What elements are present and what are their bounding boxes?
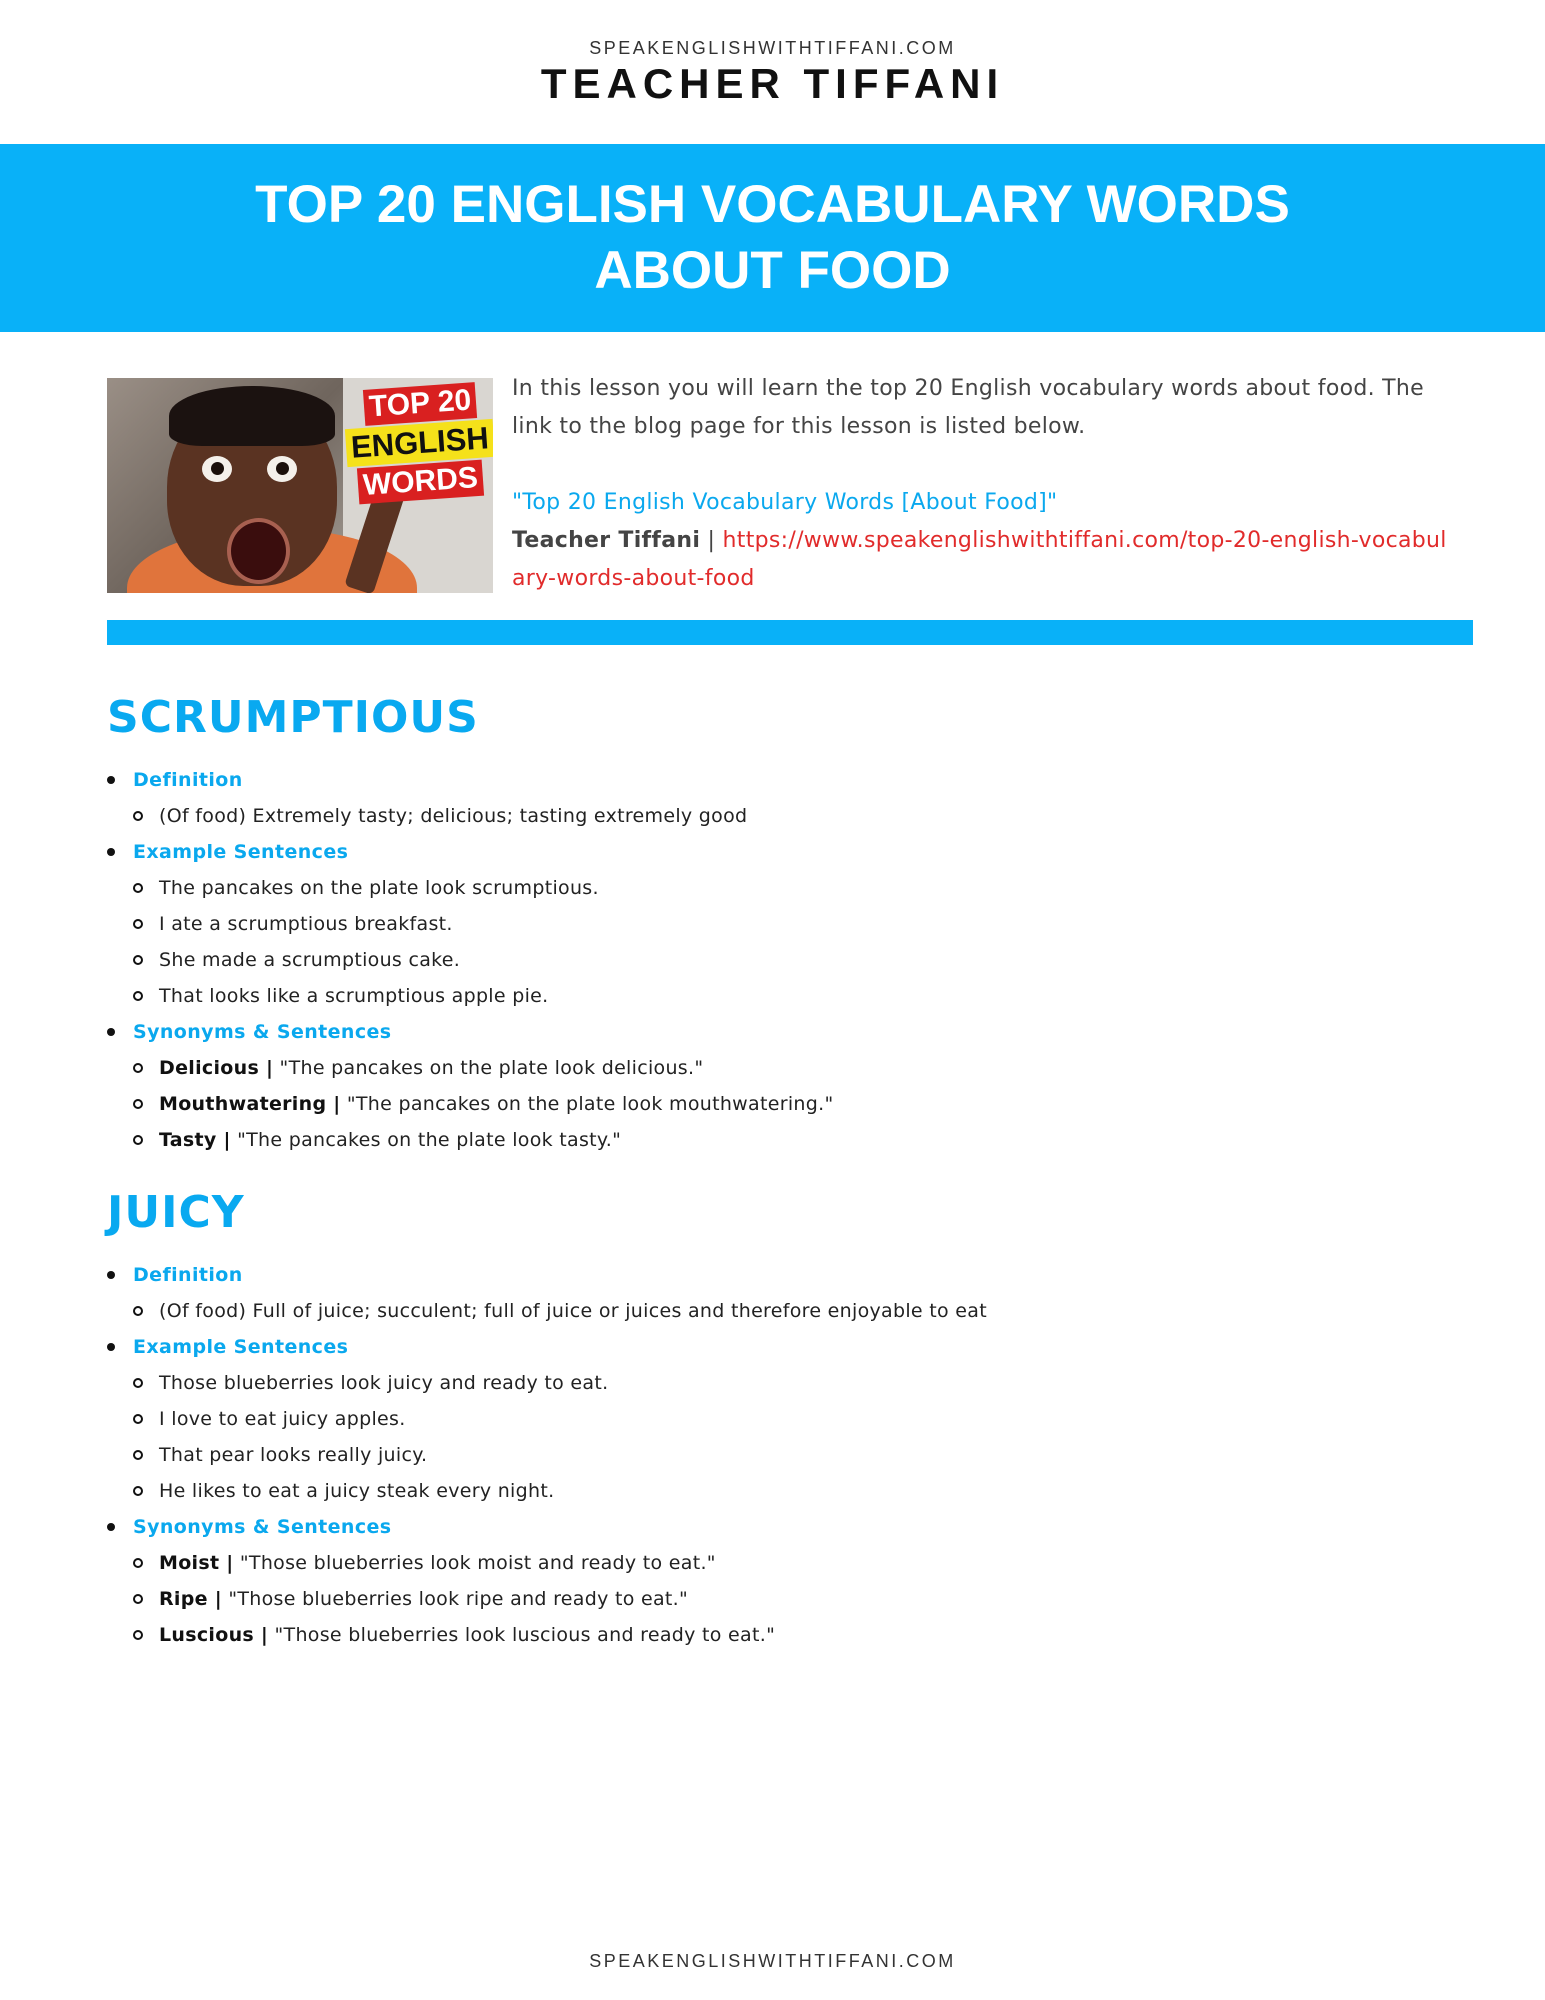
example-sentence: I ate a scrumptious breakfast.: [133, 906, 1473, 942]
example-sentence: She made a scrumptious cake.: [133, 942, 1473, 978]
example-sentence: Those blueberries look juicy and ready to eat.: [133, 1365, 1473, 1401]
thumbnail-hair: [169, 386, 335, 446]
intro-block: [512, 370, 1452, 598]
section-divider: [107, 620, 1473, 645]
word-heading: JUICY: [107, 1187, 245, 1238]
synonym-sentence: "Those blueberries look luscious and ready to eat.": [268, 1624, 776, 1646]
thumbnail-right-eye: [267, 456, 297, 482]
author-separator: |: [700, 528, 723, 553]
definition-group: [107, 1257, 1473, 1329]
thumbnail-badge: [350, 383, 490, 502]
word-section-scrumptious: [107, 688, 1473, 1158]
definition-text: (Of food) Full of juice; succulent; full of juice or juices and therefore enjoyable to eat: [133, 1293, 1473, 1329]
word-heading: SCRUMPTIOUS: [107, 692, 479, 743]
synonym-sentence: "The pancakes on the plate look tasty.": [230, 1129, 622, 1151]
synonym-item: [133, 1050, 1473, 1086]
definition-group: [107, 762, 1473, 834]
synonym-word: Mouthwatering |: [159, 1093, 341, 1115]
intro-text: In this lesson you will learn the top 20 English vocabulary words about food. The link to the blog page for this lesson is listed below.: [512, 376, 1425, 439]
example-sentence: He likes to eat a juicy steak every night.: [133, 1473, 1473, 1509]
thumbnail-badge-line1: TOP 20: [363, 382, 478, 426]
synonym-word: Ripe |: [159, 1588, 222, 1610]
example-sentence: I love to eat juicy apples.: [133, 1401, 1473, 1437]
title-banner: [0, 144, 1545, 332]
synonym-sentence: "The pancakes on the plate look delicious.": [273, 1057, 704, 1079]
synonym-item: [133, 1122, 1473, 1158]
definition-text: (Of food) Extremely tasty; delicious; tasting extremely good: [133, 798, 1473, 834]
synonym-word: Luscious |: [159, 1624, 269, 1646]
synonym-item: [133, 1086, 1473, 1122]
word-details: [107, 1257, 1473, 1653]
synonym-sentence: "Those blueberries look ripe and ready to eat.": [221, 1588, 689, 1610]
thumbnail-badge-line2: ENGLISH: [345, 419, 493, 467]
synonyms-group: [107, 1509, 1473, 1653]
synonyms-label: Synonyms & Sentences: [133, 1516, 392, 1538]
site-url-footer: SPEAKENGLISHWITHTIFFANI.COM: [589, 1951, 956, 1971]
thumbnail-badge-line3: WORDS: [356, 460, 483, 505]
lesson-url-link[interactable]: https://www.speakenglishwithtiffani.com/top-20-english-vocabulary-words-about-food: [512, 528, 1447, 591]
synonym-word: Delicious |: [159, 1057, 274, 1079]
word-section-juicy: [107, 1183, 1473, 1653]
thumbnail-left-eye: [202, 456, 232, 482]
examples-group: [107, 1329, 1473, 1509]
word-details: [107, 762, 1473, 1158]
synonyms-group: [107, 1014, 1473, 1158]
lesson-thumbnail: [107, 378, 493, 593]
example-sentence: That looks like a scrumptious apple pie.: [133, 978, 1473, 1014]
example-sentence: That pear looks really juicy.: [133, 1437, 1473, 1473]
synonym-item: [133, 1617, 1473, 1653]
synonym-word: Tasty |: [159, 1129, 231, 1151]
synonyms-label: Synonyms & Sentences: [133, 1021, 392, 1043]
example-sentence: The pancakes on the plate look scrumptious.: [133, 870, 1473, 906]
synonym-sentence: "Those blueberries look moist and ready to eat.": [233, 1552, 716, 1574]
synonym-sentence: "The pancakes on the plate look mouthwatering.": [340, 1093, 834, 1115]
definition-label: Definition: [133, 1264, 243, 1286]
examples-group: [107, 834, 1473, 1014]
synonym-word: Moist |: [159, 1552, 234, 1574]
definition-label: Definition: [133, 769, 243, 791]
synonym-item: [133, 1545, 1473, 1581]
author-name: Teacher Tiffani: [512, 528, 701, 553]
examples-label: Example Sentences: [133, 841, 349, 863]
brand-title: TEACHER TIFFANI: [540, 60, 1005, 107]
examples-label: Example Sentences: [133, 1336, 349, 1358]
thumbnail-mouth: [227, 518, 290, 584]
synonym-item: [133, 1581, 1473, 1617]
lesson-link-title[interactable]: "Top 20 English Vocabulary Words [About Food]": [512, 490, 1058, 515]
page-title: TOP 20 ENGLISH VOCABULARY WORDS ABOUT FOOD: [255, 175, 1290, 300]
site-url-header: SPEAKENGLISHWITHTIFFANI.COM: [589, 38, 956, 58]
